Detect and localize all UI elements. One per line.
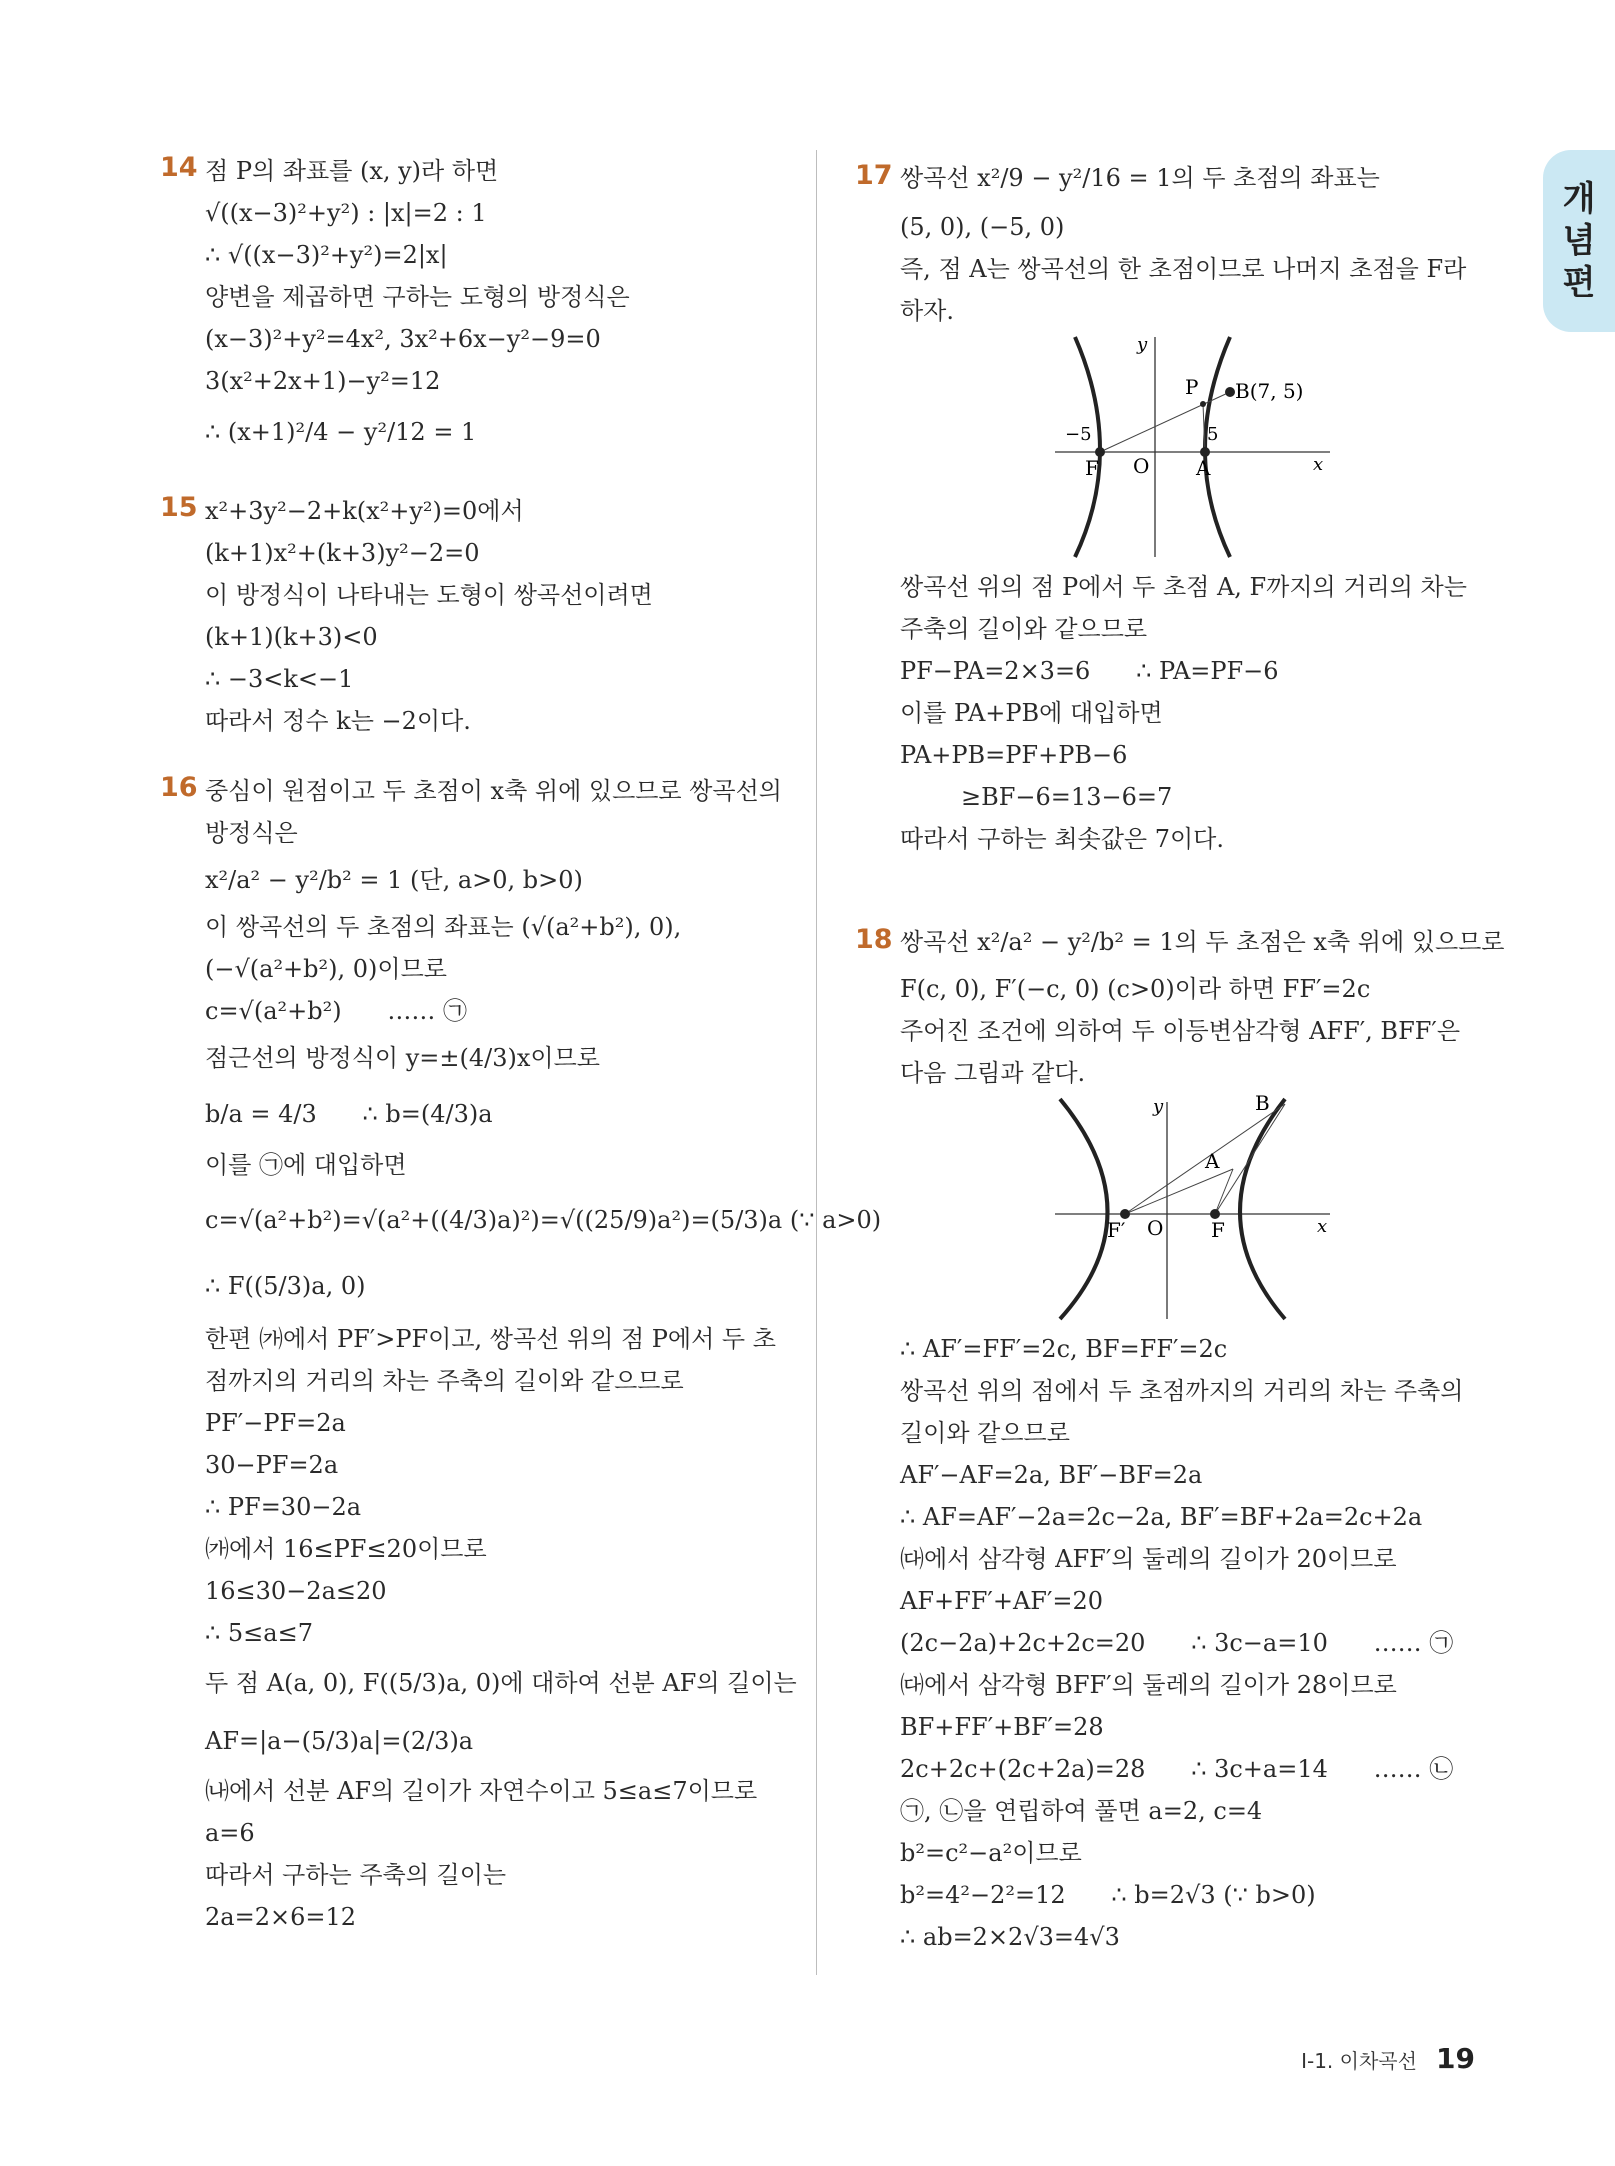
O-label: O bbox=[1133, 454, 1150, 478]
solution-line: c=√(a²+b²) …… ㉠ bbox=[205, 997, 467, 1025]
solution-line: 방정식은 bbox=[205, 819, 298, 847]
F-label: F bbox=[1085, 456, 1099, 480]
solution-line: (2c−2a)+2c+2c=20 ∴ 3c−a=10 …… ㉠ bbox=[900, 1629, 1454, 1657]
solution-line: 따라서 구하는 최솟값은 7이다. bbox=[900, 825, 1224, 853]
solution-line: a=6 bbox=[205, 1819, 255, 1847]
O-label: O bbox=[1147, 1216, 1164, 1240]
solution-line: 이 방정식이 나타내는 도형이 쌍곡선이려면 bbox=[205, 581, 653, 609]
solution-line: PF−PA=2×3=6 ∴ PA=PF−6 bbox=[900, 657, 1279, 685]
solution-line: AF′−AF=2a, BF′−BF=2a bbox=[900, 1461, 1203, 1489]
solution-line: 즉, 점 A는 쌍곡선의 한 초점이므로 나머지 초점을 F라 bbox=[900, 255, 1467, 283]
solution-line: ∴ (x+1)²/4 − y²/12 = 1 bbox=[205, 418, 477, 446]
solution-line: 다음 그림과 같다. bbox=[900, 1059, 1086, 1087]
chapter-tab bbox=[1543, 150, 1615, 332]
solution-line: ∴ √((x−3)²+y²)=2|x| bbox=[205, 241, 448, 269]
solution-line: 따라서 구하는 주축의 길이는 bbox=[205, 1861, 507, 1889]
problem-number: 17 bbox=[855, 160, 893, 191]
solution-line: ∴ 5≤a≤7 bbox=[205, 1619, 313, 1647]
solution-line: F(c, 0), F′(−c, 0) (c>0)이라 하면 FF′=2c bbox=[900, 975, 1371, 1003]
solution-line: 중심이 원점이고 두 초점이 x축 위에 있으므로 쌍곡선의 bbox=[205, 777, 782, 805]
problem-number: 14 bbox=[160, 152, 198, 183]
solution-line: c=√(a²+b²)=√(a²+((4/3)a)²)=√((25/9)a²)=(5/3)a (∵ a>0) bbox=[205, 1206, 882, 1234]
solution-line: PF′−PF=2a bbox=[205, 1409, 346, 1437]
B-label: B bbox=[1255, 1094, 1270, 1115]
graph-17-svg bbox=[1055, 332, 1335, 562]
y-label: y bbox=[1153, 1096, 1164, 1117]
problem-number: 15 bbox=[160, 492, 198, 523]
solution-line: 한편 ㈎에서 PF′>PF이고, 쌍곡선 위의 점 P에서 두 초 bbox=[205, 1325, 776, 1353]
solution-line: 따라서 정수 k는 −2이다. bbox=[205, 707, 471, 735]
solution-line: (5, 0), (−5, 0) bbox=[900, 213, 1065, 241]
hyperbola-right-branch bbox=[1240, 1099, 1285, 1319]
column-divider bbox=[816, 150, 817, 1975]
solution-line: BF+FF′+BF′=28 bbox=[900, 1713, 1104, 1741]
solution-line: b²=4²−2²=12 ∴ b=2√3 (∵ b>0) bbox=[900, 1881, 1316, 1909]
solution-line: b/a = 4/3 ∴ b=(4/3)a bbox=[205, 1100, 493, 1128]
solution-line: ∴ AF′=FF′=2c, BF=FF′=2c bbox=[900, 1335, 1228, 1363]
problem-number: 16 bbox=[160, 772, 198, 803]
solution-line: ∴ F((5/3)a, 0) bbox=[205, 1272, 366, 1300]
problem-15 bbox=[160, 490, 800, 770]
solution-line: (x−3)²+y²=4x², 3x²+6x−y²−9=0 bbox=[205, 325, 601, 353]
solution-line: 쌍곡선 위의 점 P에서 두 초점 A, F까지의 거리의 차는 bbox=[900, 573, 1467, 601]
solution-line: 하자. bbox=[900, 297, 954, 325]
A-label: A bbox=[1196, 456, 1211, 480]
solution-line: AF=|a−(5/3)a|=(2/3)a bbox=[205, 1727, 474, 1755]
hyperbola-right-branch bbox=[1205, 337, 1230, 557]
solution-line: 2c+2c+(2c+2a)=28 ∴ 3c+a=14 …… ㉡ bbox=[900, 1755, 1454, 1783]
page-footer bbox=[1301, 2042, 1475, 2075]
problem-18 bbox=[855, 916, 1505, 1958]
solution-line: 쌍곡선 위의 점에서 두 초점까지의 거리의 차는 주축의 bbox=[900, 1377, 1464, 1405]
x-label: x bbox=[1317, 1216, 1328, 1237]
solution-line: 3(x²+2x+1)−y²=12 bbox=[205, 367, 441, 395]
tab-char: 념 bbox=[1562, 221, 1596, 261]
x-label: x bbox=[1313, 454, 1324, 475]
solution-line: 점 P의 좌표를 (x, y)라 하면 bbox=[205, 157, 499, 185]
right-column bbox=[855, 150, 1505, 1958]
hyperbola-left-branch bbox=[1060, 1099, 1108, 1319]
solution-line: ∴ ab=2×2√3=4√3 bbox=[900, 1923, 1120, 1951]
page-number: 19 bbox=[1436, 2042, 1475, 2075]
solution-line: 16≤30−2a≤20 bbox=[205, 1577, 387, 1605]
solution-line: ㉠, ㉡을 연립하여 풀면 a=2, c=4 bbox=[900, 1797, 1263, 1825]
tab-char: 편 bbox=[1562, 263, 1596, 303]
solution-line: ∴ PF=30−2a bbox=[205, 1493, 362, 1521]
y-label: y bbox=[1137, 334, 1148, 355]
solution-line: 30−PF=2a bbox=[205, 1451, 339, 1479]
hyperbola-graph-17 bbox=[855, 332, 1495, 566]
hyperbola-graph-18 bbox=[855, 1094, 1495, 1328]
graph-18-svg bbox=[1055, 1094, 1335, 1324]
A-label: A bbox=[1205, 1149, 1220, 1173]
solution-line: 이를 PA+PB에 대입하면 bbox=[900, 699, 1163, 727]
solution-line: 주어진 조건에 의하여 두 이등변삼각형 AFF′, BFF′은 bbox=[900, 1017, 1461, 1045]
solution-line: 쌍곡선 x²/a² − y²/b² = 1의 두 초점은 x축 위에 있으므로 bbox=[900, 928, 1505, 956]
segment-FpA bbox=[1125, 1169, 1233, 1214]
segment-BF bbox=[1215, 1104, 1285, 1214]
pos5-label: 5 bbox=[1207, 424, 1219, 445]
neg5-label: −5 bbox=[1065, 424, 1092, 445]
solution-line: PA+PB=PF+PB−6 bbox=[900, 741, 1128, 769]
point-B bbox=[1225, 387, 1235, 397]
solution-line: b²=c²−a²이므로 bbox=[900, 1839, 1082, 1867]
problem-17 bbox=[855, 150, 1495, 860]
solution-line: 2a=2×6=12 bbox=[205, 1903, 356, 1931]
solution-line: ∴ −3<k<−1 bbox=[205, 665, 354, 693]
point-P bbox=[1200, 401, 1206, 407]
solution-line: x²+3y²−2+k(x²+y²)=0에서 bbox=[205, 497, 524, 525]
B-label: B(7, 5) bbox=[1235, 379, 1304, 403]
Fprime-label: F′ bbox=[1107, 1218, 1126, 1242]
problem-number: 18 bbox=[855, 924, 893, 955]
solution-line: 양변을 제곱하면 구하는 도형의 방정식은 bbox=[205, 283, 630, 311]
solution-line: 주축의 길이와 같으므로 bbox=[900, 615, 1148, 643]
solution-line: 이 쌍곡선의 두 초점의 좌표는 (√(a²+b²), 0), bbox=[205, 913, 682, 941]
solution-line: (−√(a²+b²), 0)이므로 bbox=[205, 955, 447, 983]
solution-line: ≥BF−6=13−6=7 bbox=[900, 783, 1173, 811]
problem-14 bbox=[160, 150, 800, 490]
solution-line: 이를 ㉠에 대입하면 bbox=[205, 1151, 407, 1179]
solution-line: 쌍곡선 x²/9 − y²/16 = 1의 두 초점의 좌표는 bbox=[900, 164, 1380, 192]
solution-line: (k+1)(k+3)<0 bbox=[205, 623, 378, 651]
tab-char: 개 bbox=[1562, 179, 1596, 219]
solution-line: ㈏에서 선분 AF의 길이가 자연수이고 5≤a≤7이므로 bbox=[205, 1777, 758, 1805]
solution-line: ㈐에서 삼각형 AFF′의 둘레의 길이가 20이므로 bbox=[900, 1545, 1397, 1573]
section-title: Ⅰ-1. 이차곡선 bbox=[1301, 2049, 1417, 2073]
solution-line: (k+1)x²+(k+3)y²−2=0 bbox=[205, 539, 480, 567]
solution-line: AF+FF′+AF′=20 bbox=[900, 1587, 1104, 1615]
solution-line: x²/a² − y²/b² = 1 (단, a>0, b>0) bbox=[205, 866, 583, 894]
solution-line: ㈐에서 삼각형 BFF′의 둘레의 길이가 28이므로 bbox=[900, 1671, 1397, 1699]
hyperbola-left-branch bbox=[1075, 337, 1100, 557]
solution-line: ∴ AF=AF′−2a=2c−2a, BF′=BF+2a=2c+2a bbox=[900, 1503, 1423, 1531]
solution-line: 두 점 A(a, 0), F((5/3)a, 0)에 대하여 선분 AF의 길이는 bbox=[205, 1669, 797, 1697]
solution-line: ㈎에서 16≤PF≤20이므로 bbox=[205, 1535, 487, 1563]
solution-line: 길이와 같으므로 bbox=[900, 1419, 1070, 1447]
solution-line: 점근선의 방정식이 y=±(4/3)x이므로 bbox=[205, 1044, 600, 1072]
solution-line: √((x−3)²+y²) : |x|=2 : 1 bbox=[205, 199, 487, 227]
P-label: P bbox=[1185, 375, 1199, 399]
F-label: F bbox=[1211, 1218, 1225, 1242]
solution-line: 점까지의 거리의 차는 주축의 길이와 같으므로 bbox=[205, 1367, 684, 1395]
